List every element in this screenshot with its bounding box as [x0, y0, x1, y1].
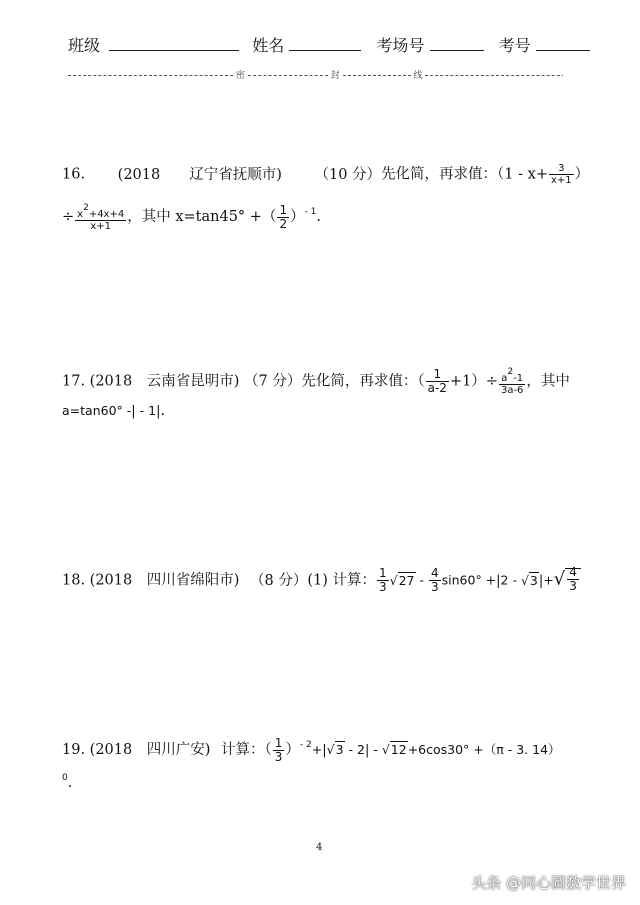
- problem-19: 19. (2018 四川广安) 计算：（ $\frac{1}{3}$ ）$^{- 2}$+|√3 - 2| - √12+6cos30° +（π - 3. 14）: [62, 735, 561, 764]
- fraction: $\frac{1}{a-2}$: [427, 367, 447, 395]
- seal-char-xian: 线: [413, 71, 423, 80]
- sqrt-expression: √27: [389, 572, 415, 588]
- problem-score: （7 分）: [244, 373, 302, 390]
- problem-score: （8 分）: [250, 572, 308, 589]
- fraction: $\frac{3}{x+1}$: [550, 163, 572, 186]
- class-label: 班级: [68, 36, 101, 55]
- problem-number: 17.: [62, 373, 86, 390]
- fraction: $\frac{1}{3}$: [274, 735, 283, 764]
- problem-18: 18. (2018 四川省绵阳市) （8 分）(1) 计算： $\frac{1}{3}$ √27 - $\frac{4}{3}$ sin60° +|2 - √3|+√ $\frac{4}{3}$: [62, 566, 581, 594]
- problem-16-line2: ÷ $\frac{x2+4x+4}{x+1}$ ，其中 x=tan45° +（ $\frac{1}{2}$ ）$^{- 1}$.: [62, 202, 322, 232]
- problem-source: (2018 辽宁省抚顺市): [117, 166, 282, 183]
- fraction: $\frac{x2+4x+4}{x+1}$: [77, 202, 125, 232]
- problem-score: （10 分）: [314, 166, 382, 183]
- sqrt-expression: √ $\frac{4}{3}$: [554, 566, 581, 593]
- problem-task: 计算：: [332, 572, 376, 589]
- problem-number: 18.: [62, 572, 86, 589]
- problem-task: 计算：（: [221, 742, 272, 758]
- room-blank[interactable]: [430, 36, 484, 51]
- problem-number: 19.: [62, 742, 86, 758]
- problem-17: 17. (2018 云南省昆明市) （7 分）先化简，再求值：（ $\frac{1}{a-2}$ +1）÷ $\frac{a2-1}{3a-6}$ ，其中: [62, 367, 570, 396]
- class-blank[interactable]: [109, 36, 239, 51]
- fraction: $\frac{1}{2}$: [279, 202, 288, 231]
- sqrt-expression: √3: [326, 742, 344, 757]
- seal-char-feng: 封: [330, 71, 340, 80]
- fraction: $\frac{4}{3}$: [430, 566, 439, 594]
- fraction: $\frac{1}{3}$: [379, 566, 387, 594]
- problem-16: 16. (2018 辽宁省抚顺市) （10 分）先化简，再求值：（1 - x+ $\frac{3}{x+1}$ ）: [62, 163, 590, 186]
- problem-source: (2018 四川广安): [89, 742, 211, 758]
- problem-source: (2018 四川省绵阳市): [89, 572, 240, 589]
- problem-19-line2: $^0$.: [62, 773, 73, 791]
- problem-task: 先化简，再求值：（1 - x+: [381, 166, 548, 183]
- sqrt-expression: √3: [520, 572, 538, 588]
- seat-blank[interactable]: [536, 36, 590, 51]
- exam-header: [68, 33, 590, 56]
- fraction: $\frac{a2-1}{3a-6}$: [500, 367, 524, 396]
- seal-line: [68, 68, 563, 80]
- sqrt-expression: √12: [381, 742, 407, 757]
- watermark: 头条 @同心圆数学世界: [471, 874, 626, 892]
- problem-task: 先化简，再求值：（: [301, 373, 425, 390]
- problem-source: (2018 云南省昆明市): [89, 373, 240, 390]
- name-label: 姓名: [252, 36, 285, 55]
- problem-17-line2: a=tan60° -| - 1|.: [62, 403, 166, 419]
- problem-number: 16.: [62, 166, 86, 183]
- name-blank[interactable]: [289, 36, 361, 51]
- room-label: 考场号: [376, 36, 425, 55]
- seal-char-mi: 密: [235, 71, 245, 80]
- page-number: 4: [316, 842, 323, 853]
- seat-label: 考号: [498, 36, 531, 55]
